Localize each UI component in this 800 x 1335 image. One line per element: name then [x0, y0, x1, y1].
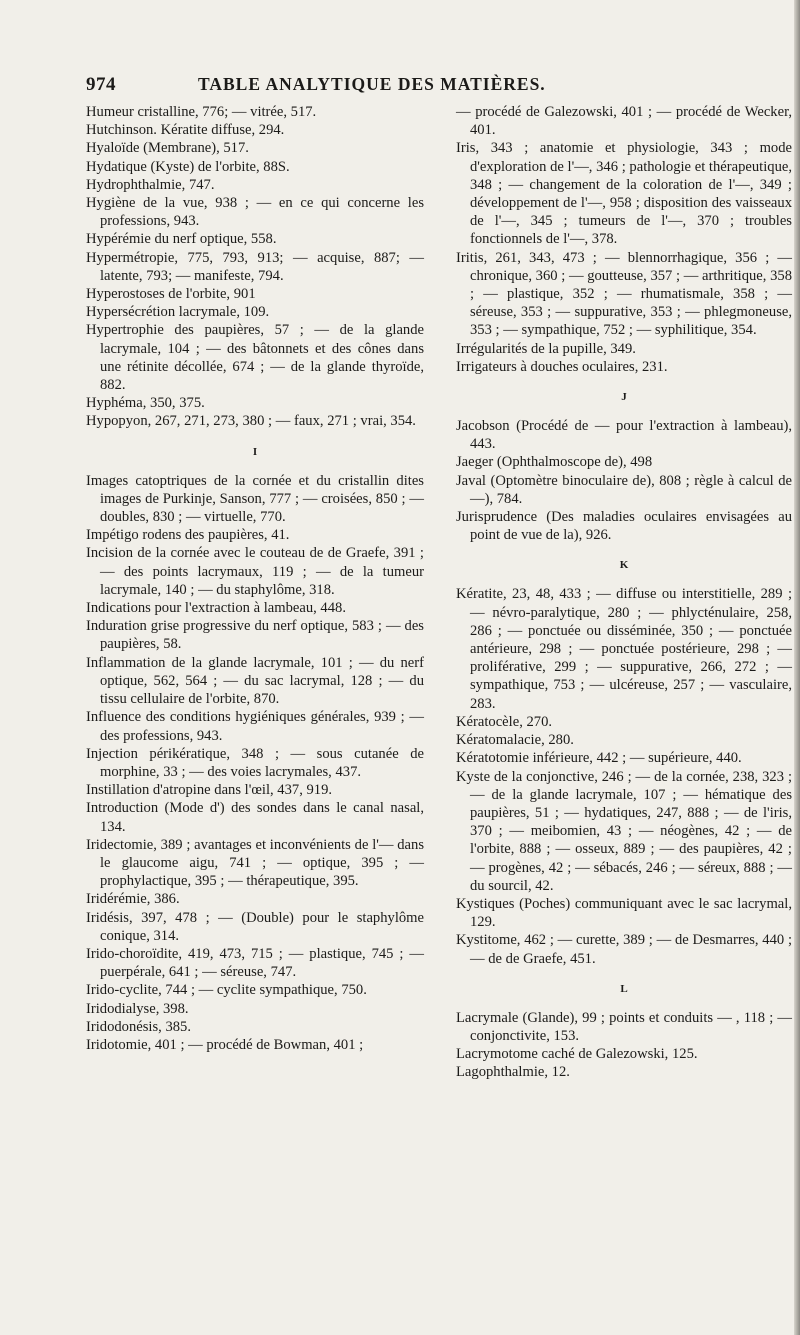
index-entry: Jaeger (Ophthalmoscope de), 498	[456, 454, 653, 471]
index-entry: Hyperostoses de l'orbite, 901	[86, 286, 256, 303]
index-entry: Lacrymotome caché de Galezowski, 125.	[456, 1046, 698, 1063]
index-entry: Javal (Optomètre binoculaire de), 808 ; règle à calcul de —), 784.	[456, 472, 792, 507]
index-entry: Hydatique (Kyste) de l'orbite, 88S.	[86, 158, 290, 175]
section-letter-k: K	[619, 559, 629, 572]
index-entry: Incision de la cornée avec le couteau de de Graefe, 391 ; — des points lacrymaux, 119 ; — de la tumeur lacrymale, 140 ; — du staphylôme, 318.	[86, 545, 424, 598]
index-entry: Lagophthalmie, 12.	[456, 1064, 570, 1081]
index-entry: Hypertrophie des paupières, 57 ; — de la glande lacrymale, 104 ; — des bâtonnets et des cônes dans une rétinite décollée, 674 ; — de la glande thyroïde, 882.	[86, 322, 424, 394]
index-entry: Iridectomie, 389 ; avantages et inconvénients de l'— dans le glaucome aigu, 741 ; — optique, 395 ; — prophylactique, 395 ; — thérapeutique, 395.	[86, 836, 424, 890]
right-column	[456, 103, 792, 1082]
index-entry: Iridérémie, 386.	[86, 891, 180, 908]
entries-k	[456, 585, 792, 967]
index-entry: Irido-cyclite, 744 ; — cyclite sympathique, 750.	[86, 982, 367, 999]
index-entry: Hypérémie du nerf optique, 558.	[86, 231, 277, 248]
entries-h	[86, 103, 424, 431]
section-letter-l: L	[620, 982, 628, 995]
index-entry: Impétigo rodens des paupières, 41.	[86, 527, 290, 544]
section-letter-i: I	[252, 445, 258, 458]
index-entry: Images catoptriques de la cornée et du cristallin dites images de Purkinje, Sanson, 777 ; — croisées, 850 ; — doubles, 830 ; — virtuelle, 770.	[86, 472, 424, 526]
index-entry: Instillation d'atropine dans l'œil, 437, 919.	[86, 782, 333, 799]
entries-i-continued	[456, 103, 792, 376]
index-entry: Inflammation de la glande lacrymale, 101 ; — du nerf optique, 562, 564 ; — du sac lacrymal, 128 ; — du tissu cellulaire de l'orbite, 870.	[86, 654, 424, 708]
index-entry: Iridodialyse, 398.	[86, 1000, 189, 1017]
index-entry: Injection périkératique, 348 ; — sous cutanée de morphine, 33 ; — des voies lacrymales, 437.	[86, 745, 424, 780]
index-entry: Iridésis, 397, 478 ; — (Double) pour le staphylôme conique, 314.	[86, 909, 424, 944]
left-column	[86, 103, 424, 1054]
index-entry: Kératomalacie, 280.	[456, 732, 574, 749]
running-title: TABLE ANALYTIQUE DES MATIÈRES.	[198, 74, 546, 94]
index-entry: Introduction (Mode d') des sondes dans le canal nasal, 134.	[86, 800, 424, 835]
index-entry: Hygiène de la vue, 938 ; — en ce qui concerne les professions, 943.	[86, 195, 424, 230]
index-entry: Irrigateurs à douches oculaires, 231.	[456, 358, 668, 375]
index-entry: Hyphéma, 350, 375.	[86, 395, 205, 412]
index-entry: Hydrophthalmie, 747.	[86, 176, 215, 193]
index-entry: Hutchinson. Kératite diffuse, 294.	[86, 122, 285, 139]
index-entry: Iridotomie, 401 ; — procédé de Bowman, 401 ;	[86, 1036, 364, 1053]
index-entry: Jacobson (Procédé de — pour l'extraction à lambeau), 443.	[456, 418, 792, 453]
page-edge	[794, 0, 800, 1335]
index-entry: Kératotomie inférieure, 442 ; — supérieure, 440.	[456, 750, 742, 767]
index-entry: Influence des conditions hygiéniques générales, 939 ; — des professions, 943.	[86, 709, 424, 744]
page-header	[86, 74, 788, 96]
section-letter-j: J	[621, 391, 627, 404]
entries-j	[456, 417, 792, 544]
entries-i	[86, 472, 424, 1055]
page-number: 974	[86, 74, 116, 95]
index-entry: Humeur cristalline, 776; — vitrée, 517.	[86, 104, 317, 120]
index-entry: Lacrymale (Glande), 99 ; points et conduits — , 118 ; — conjonctivite, 153.	[456, 1009, 792, 1044]
index-entry: Iridodonésis, 385.	[86, 1018, 191, 1035]
index-entry: Hypersécrétion lacrymale, 109.	[86, 304, 270, 321]
index-entry: Irido-choroïdite, 419, 473, 715 ; — plastique, 745 ; — puerpérale, 641 ; — séreuse, 747.	[86, 945, 424, 981]
index-entry: — procédé de Galezowski, 401 ; — procédé de Wecker, 401.	[456, 104, 792, 139]
index-entry: Jurisprudence (Des maladies oculaires envisagées au point de vue de la), 926.	[456, 509, 792, 544]
index-entry: Iritis, 261, 343, 473 ; — blennorrhagique, 356 ; — chronique, 360 ; — goutteuse, 357 ; — arthritique, 358 ; — plastique, 352 ; — rhumatismale, 358 ; — séreuse, 353 ; — suppurative, 353 ; — phlegmoneuse, 353 ; — sympathique, 752 ; — syphilitique, 354.	[456, 249, 792, 339]
index-entry: Kyste de la conjonctive, 246 ; — de la cornée, 238, 323 ; — de la glande lacrymale, 107 ; — hématique des paupières, 51 ; — hydatiques, 247, 888 ; — de l'iris, 370 ; — meibomien, 43 ; — néogènes, 42 ; — de l'orbite, 888 ; — osseux, 889 ; — des paupières, 42 ; — progènes, 42 ; — sébacés, 246 ; — séreux, 888 ; — du sourcil, 42.	[456, 768, 792, 894]
index-entry: Kystiques (Poches) communiquant avec le sac lacrymal, 129.	[456, 895, 792, 931]
index-entry: Kératite, 23, 48, 433 ; — diffuse ou interstitielle, 289 ; — névro-paralytique, 280 ; — phlycténulaire, 258, 286 ; — ponctuée ou disséminée, 350 ; — ponctuée antérieure, 298 ; — ponctuée postérieure, 298 ; — proliférative, 299 ; — suppurative, 266, 272 ; — sympathique, 753 ; — ulcéreuse, 257 ; — vasculaire, 283.	[456, 586, 792, 712]
index-entry: Indications pour l'extraction à lambeau, 448.	[86, 600, 346, 617]
index-entry: Kystitome, 462 ; — curette, 389 ; — de Desmarres, 440 ; — de de Graefe, 451.	[456, 932, 792, 967]
index-entry: Induration grise progressive du nerf optique, 583 ; — des paupières, 58.	[86, 618, 424, 653]
index-entry: Irrégularités de la pupille, 349.	[456, 340, 636, 357]
index-entry: Iris, 343 ; anatomie et physiologie, 343 ; mode d'exploration de l'—, 346 ; pathologie et thérapeutique, 348 ; — changement de la coloration de l'—, 349 ; développement de l'—, 958 ; disposition des vaisseaux de l'—, 345 ; tumeurs de l'—, 370 ; troubles fonctionnels de l'—, 378.	[456, 140, 792, 248]
index-entry: Hypermétropie, 775, 793, 913; — acquise, 887; — latente, 793; — manifeste, 794.	[86, 249, 424, 284]
index-entry: Kératocèle, 270.	[456, 713, 553, 730]
entries-l	[456, 1009, 792, 1082]
index-entry: Hypopyon, 267, 271, 273, 380 ; — faux, 271 ; vrai, 354.	[86, 413, 416, 430]
index-entry: Hyaloïde (Membrane), 517.	[86, 140, 249, 157]
